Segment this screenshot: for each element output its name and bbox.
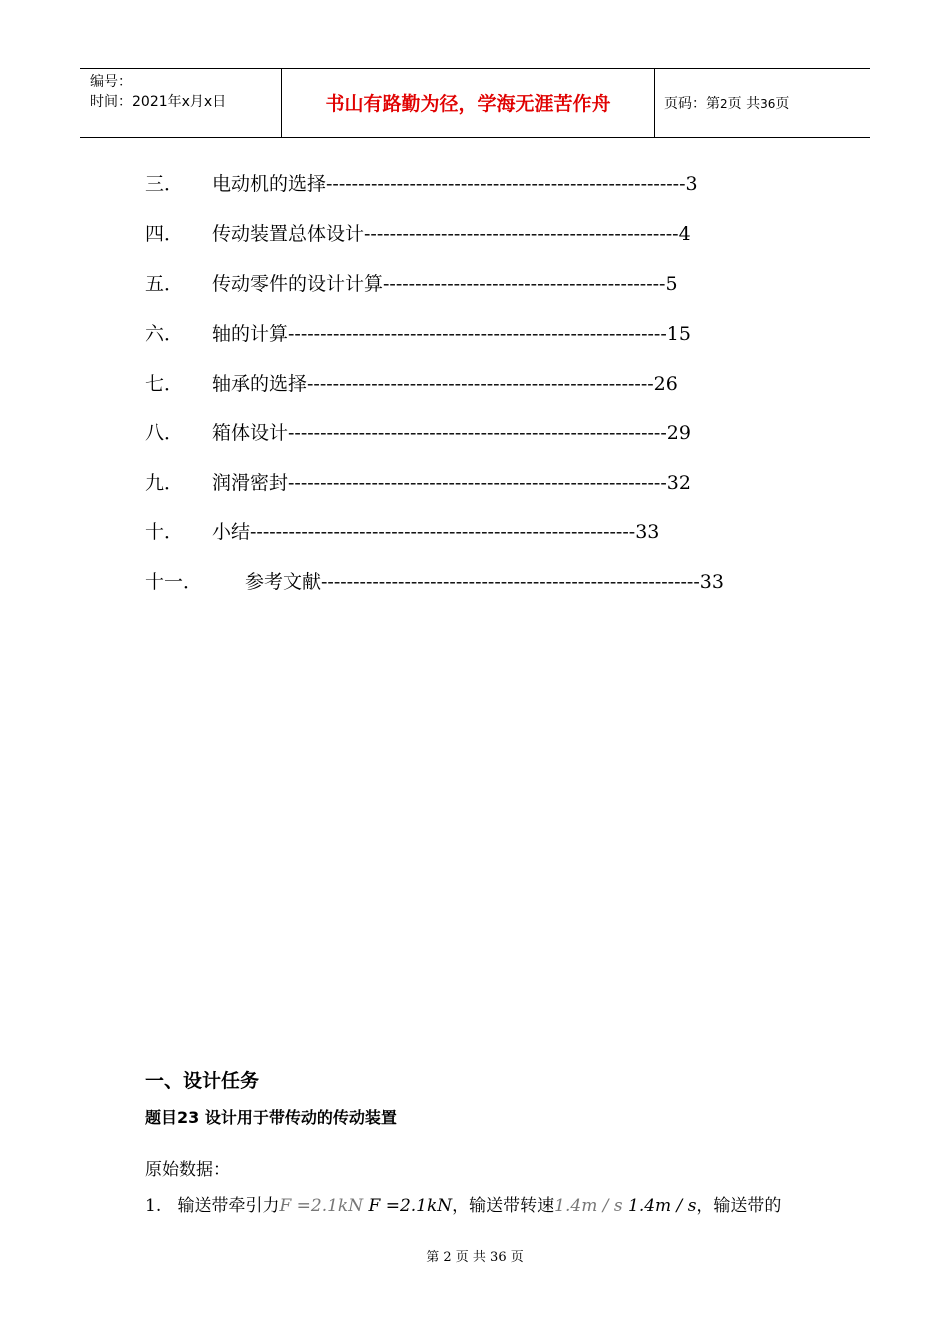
subject-title: 题目23 设计用于带传动的传动装置 xyxy=(145,1108,397,1127)
number-label: 编号： xyxy=(90,74,132,90)
toc-number: 四． xyxy=(145,223,184,245)
page-suffix: 页 xyxy=(775,96,790,112)
toc-number: 三． xyxy=(145,173,184,195)
formula-speed-faded: 1.4m / s xyxy=(554,1196,623,1216)
formula-force: F =2.1kN xyxy=(368,1196,453,1216)
page-current: 2 xyxy=(720,97,728,111)
toc-text: 参考文献-----------------------------------------------------------33 xyxy=(245,571,724,593)
header-divider xyxy=(654,69,655,137)
item-number: 1. xyxy=(145,1196,162,1216)
toc-text: 轴承的选择------------------------------------------------------26 xyxy=(212,373,678,395)
date-label: 时间：2021年x月x日 xyxy=(90,94,227,110)
toc-text: 箱体设计-----------------------------------------------------------29 xyxy=(212,422,691,444)
item-text: ，输送带的 xyxy=(696,1196,782,1216)
toc-number: 八． xyxy=(145,422,184,444)
item-text: 输送带牵引力 xyxy=(177,1196,280,1216)
toc-text: 传动零件的设计计算--------------------------------------------5 xyxy=(212,273,678,295)
toc-number: 五． xyxy=(145,273,184,295)
page-header xyxy=(80,68,870,138)
toc-number: 七． xyxy=(145,373,184,395)
section-title: 一、设计任务 xyxy=(145,1070,260,1092)
toc-number: 十． xyxy=(145,521,184,543)
toc-text: 传动装置总体设计-------------------------------------------------4 xyxy=(212,223,691,245)
formula-force-faded: F =2.1kN xyxy=(279,1196,364,1216)
toc-number: 六． xyxy=(145,323,184,345)
header-motto: 书山有路勤为径，学海无涯苦作舟 xyxy=(325,93,611,115)
item-text: ，输送带转速 xyxy=(452,1196,555,1216)
toc-text: 轴的计算-----------------------------------------------------------15 xyxy=(212,323,691,345)
toc-text: 小结------------------------------------------------------------33 xyxy=(212,521,660,543)
toc-text: 润滑密封-----------------------------------------------------------32 xyxy=(212,472,691,494)
page-mid: 页 共 xyxy=(727,96,761,112)
page-total: 36 xyxy=(760,97,776,111)
data-item-1 xyxy=(145,1191,781,1216)
raw-data-label: 原始数据： xyxy=(145,1160,230,1180)
toc-number: 十一． xyxy=(145,571,203,593)
toc-number: 九． xyxy=(145,472,184,494)
header-page-info xyxy=(664,93,789,113)
page-prefix: 页码：第 xyxy=(664,96,720,112)
toc-text: 电动机的选择--------------------------------------------------------3 xyxy=(212,173,698,195)
header-meta xyxy=(90,72,226,112)
page-footer: 第 2 页 共 36 页 xyxy=(426,1250,524,1265)
formula-speed: 1.4m / s xyxy=(628,1196,697,1216)
